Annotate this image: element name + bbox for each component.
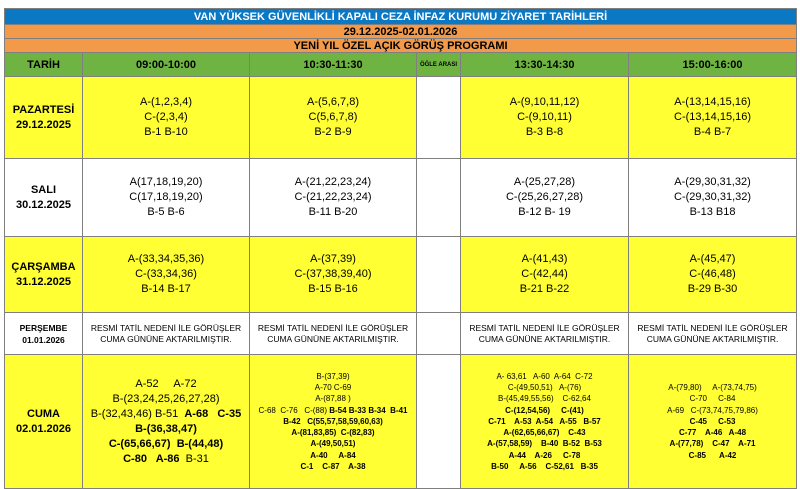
slot-line: A-(25,27,28) <box>513 176 576 188</box>
slot-line: A-(21,22,23,24) <box>294 176 372 188</box>
slot-entry: C-1 C-87 A-38 <box>300 461 366 471</box>
slot-line: A-(45,47) <box>689 253 736 265</box>
slot-line: A-(13,14,15,16) <box>674 96 751 108</box>
slot-line <box>629 382 796 393</box>
slot-line <box>83 422 249 437</box>
slot-entry: A-(79,80) A-(73,74,75) <box>668 383 757 393</box>
date-range: 29.12.2025-02.01.2026 <box>5 25 797 39</box>
slot-line: B-13 B18 <box>689 206 736 218</box>
slot-line: B-2 B-9 <box>314 126 352 138</box>
slot-line <box>461 371 628 382</box>
slot-line <box>461 461 628 472</box>
slot-entry: C-80 A-86 <box>123 452 186 465</box>
header-slot-1: 09:00-10:00 <box>83 53 250 77</box>
slot-line: C-(25,26,27,28) <box>505 191 584 203</box>
slot-cell <box>250 77 417 159</box>
slot-entry: B-(45,49,55,56) C-62,64 <box>498 394 591 404</box>
slot-line: C-(13,14,15,16) <box>674 111 752 123</box>
day-cell <box>5 313 83 355</box>
slot-line: C(17,18,19,20) <box>129 191 203 203</box>
table-row <box>5 77 797 159</box>
slot-cell <box>629 77 797 159</box>
slot-entry: A-68 C-35 <box>184 407 242 420</box>
visit-schedule-table <box>4 8 797 489</box>
slot-cell <box>461 159 629 237</box>
slot-line <box>250 405 416 416</box>
day-cell <box>5 355 83 489</box>
slot-line <box>250 416 416 427</box>
slot-line <box>250 427 416 438</box>
day-cell <box>5 237 83 313</box>
slot-line <box>250 450 416 461</box>
table-row <box>5 313 797 355</box>
header-date: TARİH <box>5 53 83 77</box>
slot-cell <box>250 159 417 237</box>
day-cell <box>5 77 83 159</box>
slot-entry: B-42 C(55,57,58,59,60,63) <box>283 416 383 426</box>
slot-entry: B-(23,24,25,26,27,28) <box>112 392 220 405</box>
program-title: YENİ YIL ÖZEL AÇIK GÖRÜŞ PROGRAMI <box>5 39 797 53</box>
slot-cell <box>83 77 250 159</box>
break-cell <box>417 313 461 355</box>
slot-entry: C-68 C-76 C-(88) <box>258 405 330 415</box>
slot-line <box>250 438 416 449</box>
slot-line: B-5 B-6 <box>147 206 185 218</box>
slot-line: B-15 B-16 <box>308 283 358 295</box>
day-name: SALI <box>30 183 57 196</box>
schedule-document <box>4 8 796 489</box>
holiday-note-line: RESMİ TATİL NEDENİ İLE GÖRÜŞLER <box>90 322 242 333</box>
slot-line <box>83 407 249 422</box>
slot-line <box>83 377 249 392</box>
slot-entry: A-69 C-(73,74,75,79,86) <box>667 405 758 415</box>
slot-line <box>629 438 796 449</box>
day-name: ÇARŞAMBA <box>11 260 76 273</box>
friday-slot-2 <box>250 355 417 489</box>
slot-line: B-14 B-17 <box>141 283 191 295</box>
slot-line <box>629 427 796 438</box>
slot-cell <box>461 237 629 313</box>
document-title: VAN YÜKSEK GÜVENLİKLİ KAPALI CEZA İNFAZ KURUMU ZİYARET TARİHLERİ <box>5 9 797 25</box>
slot-entry: C-71 A-53 A-54 A-55 B-57 <box>488 416 601 426</box>
holiday-note-line: RESMİ TATİL NEDENİ İLE GÖRÜŞLER <box>469 322 620 333</box>
holiday-note <box>250 313 417 355</box>
friday-slot-3 <box>461 355 629 489</box>
slot-entry: A- 63,61 A-60 A-64 C-72 <box>496 372 593 382</box>
slot-line: C-(37,38,39,40) <box>294 268 372 280</box>
slot-line: A-(29,30,31,32) <box>674 176 751 188</box>
slot-line: B-1 B-10 <box>144 126 188 138</box>
slot-line: B-11 B-20 <box>308 206 358 218</box>
slot-line <box>461 405 628 416</box>
slot-line <box>461 450 628 461</box>
slot-line: B-21 B-22 <box>519 283 570 295</box>
day-date: 02.01.2026 <box>15 422 72 435</box>
slot-line: A-(5,6,7,8) <box>307 96 359 108</box>
slot-cell <box>83 237 250 313</box>
holiday-note <box>629 313 797 355</box>
slot-entry: C-(49,50,51) A-(76) <box>507 383 582 393</box>
slot-entry: A-(62,65,66,67) C-43 <box>503 428 586 438</box>
slot-entry: B-50 A-56 C-52,61 B-35 <box>491 461 598 471</box>
day-date: 30.12.2025 <box>15 198 72 211</box>
slot-line <box>461 393 628 404</box>
table-row <box>5 237 797 313</box>
day-name: PAZARTESİ <box>12 103 75 116</box>
day-name: PERŞEMBE <box>19 322 68 333</box>
slot-line: C-(46,48) <box>689 268 736 280</box>
slot-line <box>461 427 628 438</box>
slot-entry: A-44 A-26 C-78 <box>508 450 581 460</box>
header-slot-4: 15:00-16:00 <box>629 53 797 77</box>
day-cell <box>5 159 83 237</box>
slot-line: C-(21,22,23,24) <box>294 191 372 203</box>
day-date: 31.12.2025 <box>15 275 72 288</box>
break-cell <box>417 355 461 489</box>
slot-line <box>83 437 249 452</box>
slot-line: C(5,6,7,8) <box>308 111 358 123</box>
holiday-note-line: RESMİ TATİL NEDENİ İLE GÖRÜŞLER <box>257 322 409 333</box>
slot-line: B-4 B-7 <box>693 126 732 138</box>
slot-entry: C-45 C-53 <box>689 416 736 426</box>
holiday-note-line: CUMA GÜNÜNE AKTARILMIŞTIR. <box>646 333 779 344</box>
slot-line <box>250 371 416 382</box>
friday-slot-1 <box>83 355 250 489</box>
slot-entry: A-52 A-72 <box>135 377 197 390</box>
slot-line <box>629 393 796 404</box>
day-name: CUMA <box>27 407 60 420</box>
header-slot-3: 13:30-14:30 <box>461 53 629 77</box>
slot-line <box>250 382 416 393</box>
day-date: 29.12.2025 <box>15 118 72 131</box>
slot-entry: A-(57,58,59) B-40 B-52 B-53 <box>487 439 602 449</box>
slot-line <box>461 438 628 449</box>
slot-line: B-29 B-30 <box>687 283 738 295</box>
slot-entry: B-(32,43,46) B-51 <box>90 407 185 420</box>
slot-entry: C-77 A-46 A-48 <box>679 428 747 438</box>
slot-entry: C-(65,66,67) B-(44,48) <box>108 437 224 450</box>
slot-cell <box>461 77 629 159</box>
day-date: 01.01.2026 <box>22 334 65 345</box>
slot-line <box>629 450 796 461</box>
slot-line <box>461 416 628 427</box>
slot-cell <box>83 159 250 237</box>
slot-line: A(17,18,19,20) <box>129 176 203 188</box>
slot-entry: B-31 <box>185 452 209 465</box>
slot-line <box>250 461 416 472</box>
header-slot-2: 10:30-11:30 <box>250 53 417 77</box>
holiday-note <box>461 313 629 355</box>
break-cell <box>417 159 461 237</box>
table-row <box>5 159 797 237</box>
slot-entry: A-(77,78) C-47 A-71 <box>669 439 756 449</box>
slot-line: A-(9,10,11,12) <box>509 96 580 108</box>
table-row <box>5 355 797 489</box>
slot-line: C-(9,10,11) <box>517 111 572 123</box>
slot-entry: B-54 B-33 B-34 B-41 <box>329 405 408 415</box>
slot-line: A-(41,43) <box>521 253 568 265</box>
slot-line: C-(2,3,4) <box>144 111 188 123</box>
slot-line: B-3 B-8 <box>525 126 564 138</box>
slot-entry: B-(37,39) <box>316 372 350 382</box>
holiday-note-line: CUMA GÜNÜNE AKTARILMIŞTIR. <box>478 333 611 344</box>
slot-entry: A-70 C-69 <box>314 383 352 393</box>
friday-slot-4 <box>629 355 797 489</box>
slot-line <box>629 405 796 416</box>
slot-cell <box>250 237 417 313</box>
slot-line: C-(42,44) <box>521 268 568 280</box>
break-cell <box>417 237 461 313</box>
slot-entry: A-(87,88 ) <box>315 394 351 404</box>
slot-line <box>461 382 628 393</box>
break-cell <box>417 77 461 159</box>
slot-entry: A-(81,83,85) C-(82,83) <box>291 428 375 438</box>
slot-line: B-12 B- 19 <box>518 206 571 218</box>
slot-line <box>629 416 796 427</box>
slot-line: A-(33,34,35,36) <box>127 253 205 265</box>
slot-cell <box>629 237 797 313</box>
holiday-note-line: CUMA GÜNÜNE AKTARILMIŞTIR. <box>100 333 232 344</box>
slot-line: A-(1,2,3,4) <box>140 96 192 108</box>
slot-entry: A-(49,50,51) <box>310 439 356 449</box>
slot-line: C-(33,34,36) <box>135 268 197 280</box>
slot-entry: C-70 C-84 <box>689 394 736 404</box>
holiday-note <box>83 313 250 355</box>
slot-line: C-(29,30,31,32) <box>674 191 752 203</box>
holiday-note-line: CUMA GÜNÜNE AKTARILMIŞTIR. <box>267 333 399 344</box>
slot-line <box>83 392 249 407</box>
slot-line: A-(37,39) <box>310 253 356 265</box>
slot-cell <box>629 159 797 237</box>
slot-entry: A-40 A-84 <box>310 450 356 460</box>
header-break: ÖĞLE ARASI <box>417 53 461 77</box>
slot-line <box>250 393 416 404</box>
slot-entry: C-(12,54,56) C-(41) <box>505 405 584 415</box>
slot-line <box>83 452 249 467</box>
holiday-note-line: RESMİ TATİL NEDENİ İLE GÖRÜŞLER <box>637 322 788 333</box>
slot-entry: C-85 A-42 <box>688 450 737 460</box>
slot-entry: B-(36,38,47) <box>135 422 197 435</box>
